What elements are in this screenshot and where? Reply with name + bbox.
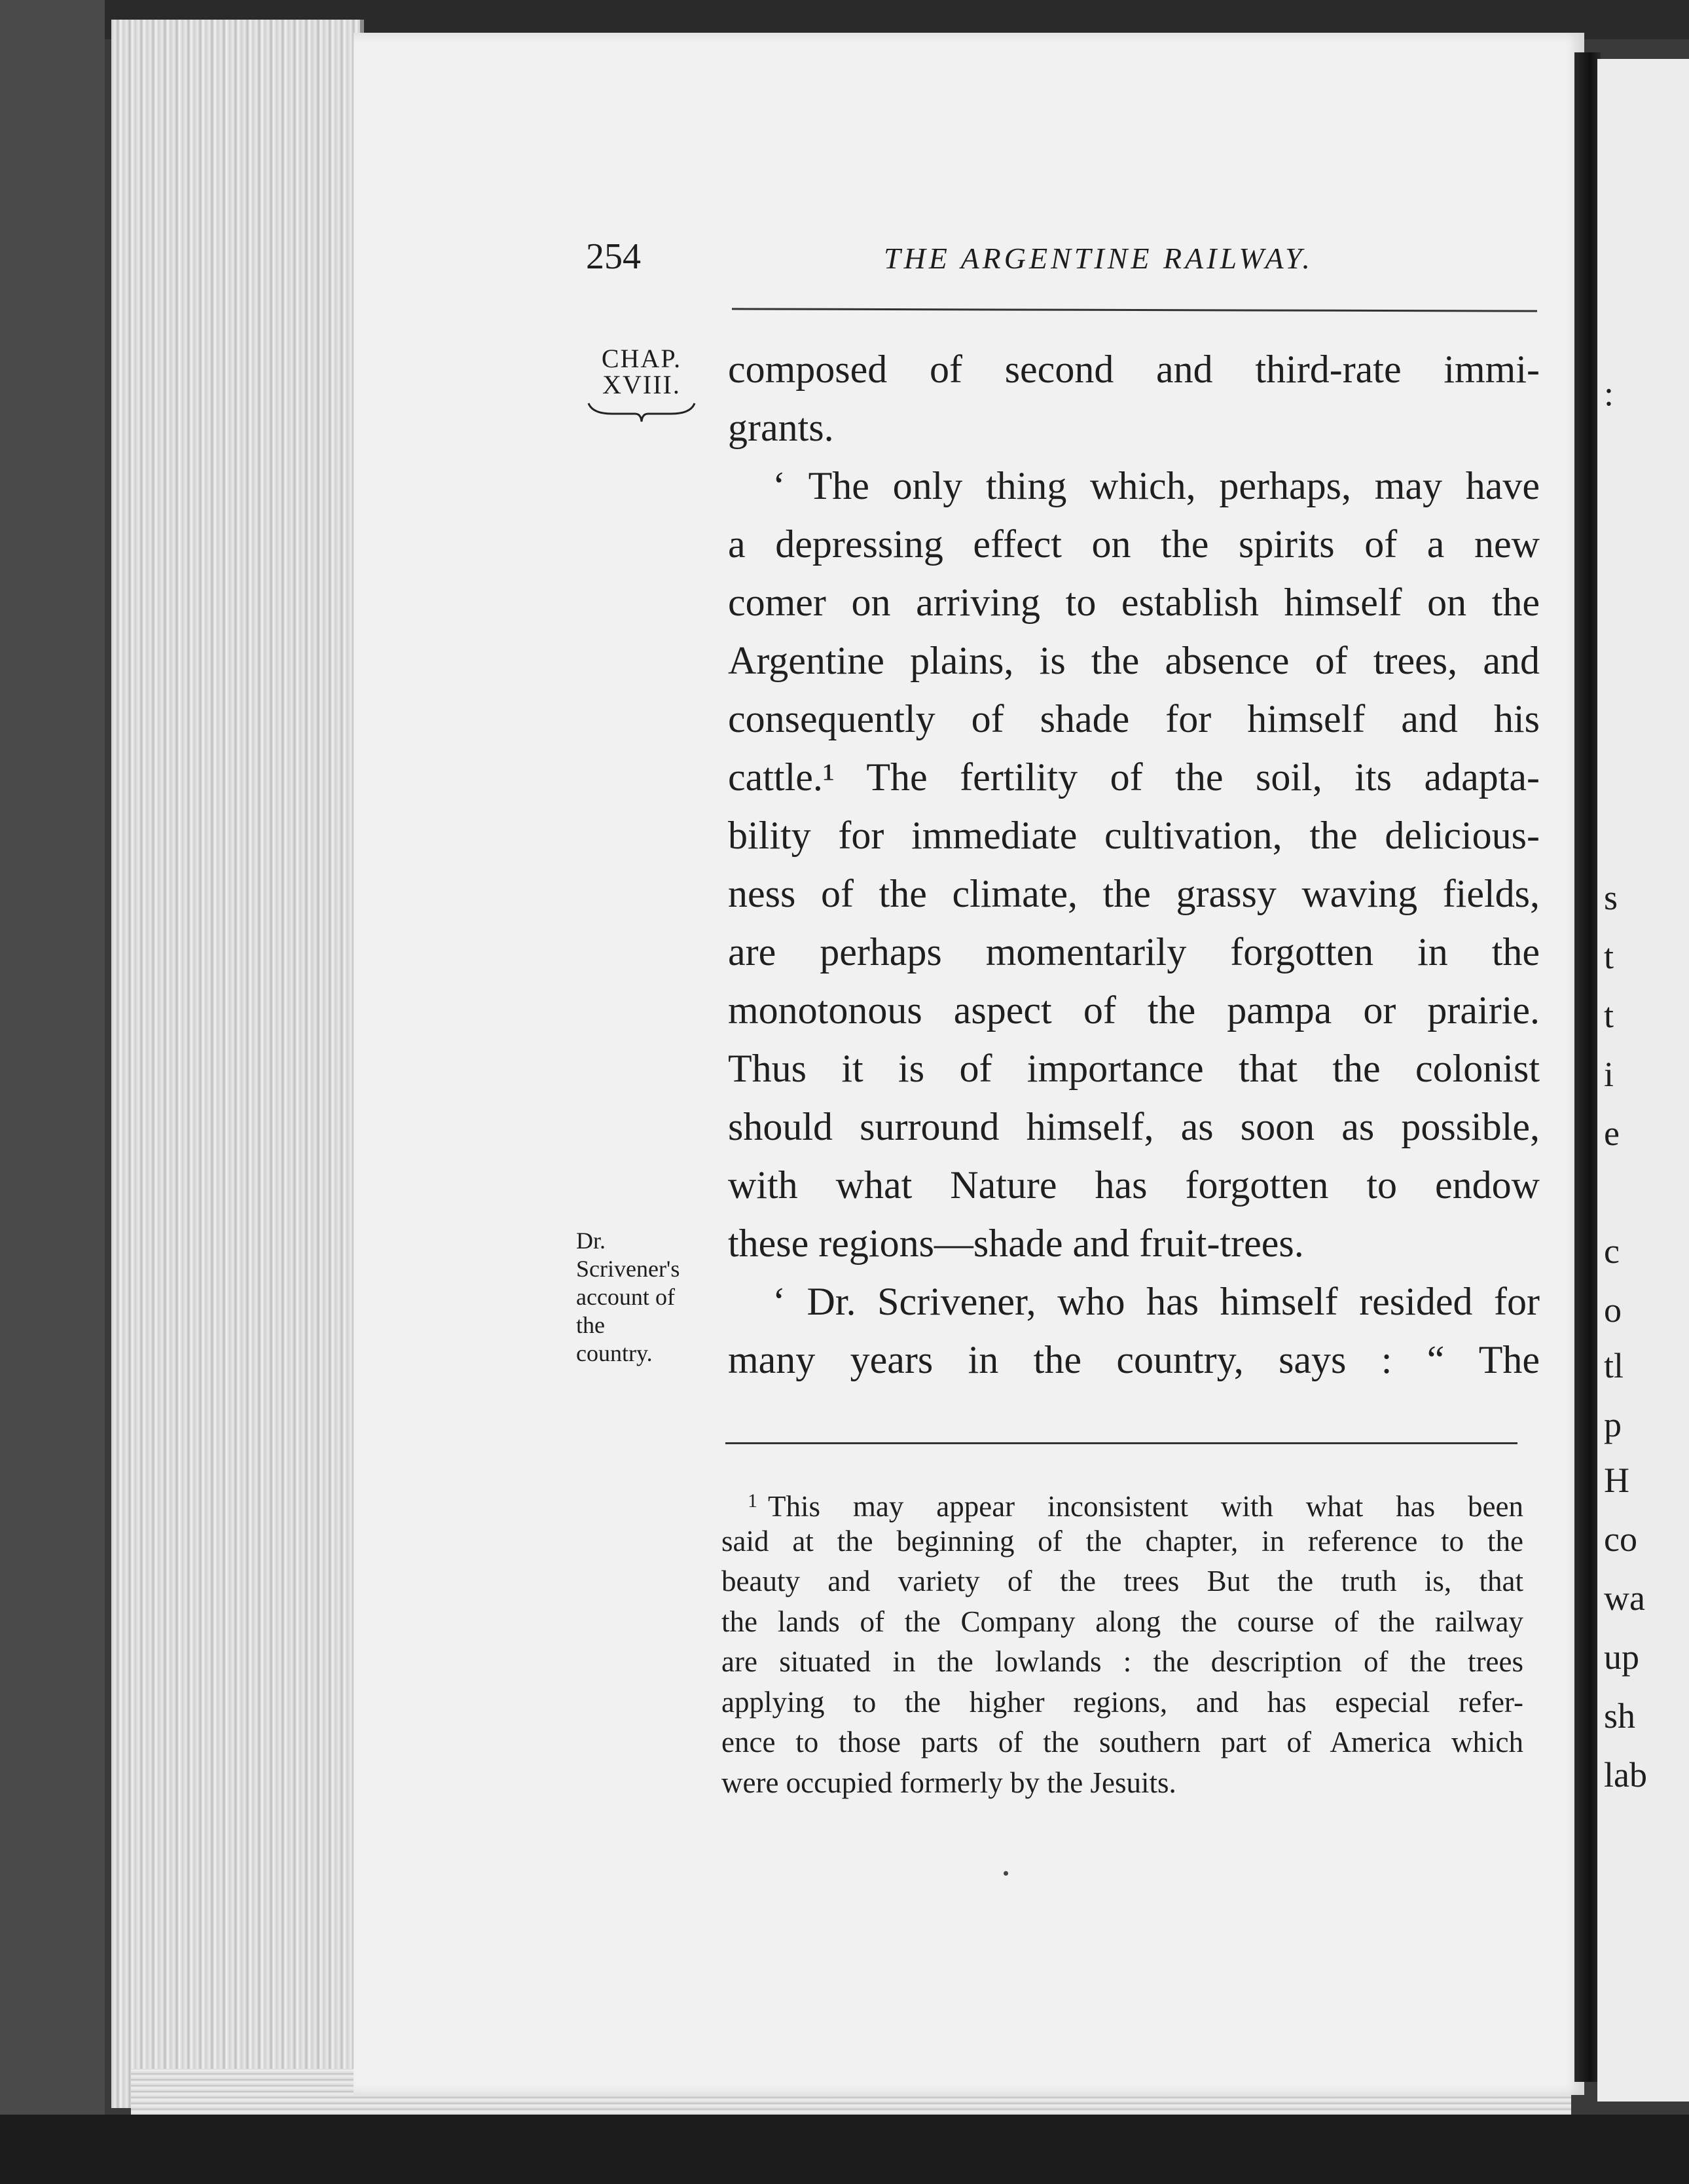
text-line: these regions—shade and fruit-trees. xyxy=(728,1222,1304,1265)
facing-page-text: c xyxy=(1604,1231,1620,1271)
text-line: comer on arriving to establish himself on the xyxy=(728,581,1540,624)
chapter-number: XVIII. xyxy=(602,370,681,399)
body-text xyxy=(728,340,1540,1389)
text-line: many years in the country, says : “ The xyxy=(728,1338,1540,1381)
footnote-line: are situated in the lowlands : the description of the trees xyxy=(721,1645,1523,1678)
marginal-note-line: country. xyxy=(576,1340,653,1366)
facing-page-text: sh xyxy=(1604,1696,1636,1736)
marginal-note-line: account of xyxy=(576,1284,675,1310)
book-page-edges xyxy=(111,20,364,2108)
marginal-note xyxy=(576,1227,707,1368)
text-line: with what Nature has forgotten to endow xyxy=(728,1163,1540,1207)
facing-page-text: tl xyxy=(1604,1346,1624,1385)
book-gutter xyxy=(1574,52,1601,2082)
footnote xyxy=(721,1481,1523,1803)
marginal-note-line: Scrivener's xyxy=(576,1256,680,1282)
footnote-line: beauty and variety of the trees But the truth is, that xyxy=(721,1565,1523,1597)
footnote-text: This may appear inconsistent with what has been xyxy=(768,1490,1523,1523)
facing-page-fragment xyxy=(1597,59,1689,2102)
footnote-marker: 1 xyxy=(748,1490,757,1512)
facing-page-text: o xyxy=(1604,1290,1622,1330)
facing-page-text: s xyxy=(1604,878,1618,917)
text-line: Thus it is of importance that the colonist xyxy=(728,1047,1540,1090)
facing-page-text: p xyxy=(1604,1405,1622,1444)
facing-page-text: up xyxy=(1604,1637,1639,1677)
text-line: bility for immediate cultivation, the delicious- xyxy=(728,814,1540,857)
text-line: ness of the climate, the grassy waving fields, xyxy=(728,872,1540,915)
footnote-rule xyxy=(725,1442,1517,1444)
print-mark xyxy=(1004,1871,1008,1876)
facing-page-text: t xyxy=(1604,937,1614,976)
facing-page-text: lab xyxy=(1604,1755,1647,1794)
marginal-note-line: Dr. xyxy=(576,1228,606,1254)
text-line: grants. xyxy=(728,406,834,449)
running-head xyxy=(586,236,1529,288)
text-line: monotonous aspect of the pampa or prairie. xyxy=(728,989,1540,1032)
facing-page-text: t xyxy=(1604,996,1614,1035)
facing-page-text: wa xyxy=(1604,1578,1645,1618)
chapter-label xyxy=(592,346,691,398)
footnote-line: ence to those parts of the southern part of America which xyxy=(721,1726,1523,1758)
marginal-note-line: the xyxy=(576,1312,605,1338)
text-line: ‘ Dr. Scrivener, who has himself resided for xyxy=(772,1280,1540,1323)
running-title: THE ARGENTINE RAILWAY. xyxy=(884,242,1313,275)
facing-page-text: co xyxy=(1604,1520,1637,1559)
facing-page-text: : xyxy=(1604,374,1614,413)
text-line: ‘ The only thing which, perhaps, may have xyxy=(772,464,1540,507)
footnote-line xyxy=(721,1481,1523,1521)
footnote-line: the lands of the Company along the course of the railway xyxy=(721,1605,1523,1638)
text-line: Argentine plains, is the absence of trees, and xyxy=(728,639,1540,682)
scan-border-left xyxy=(0,0,105,2184)
facing-page-text: i xyxy=(1604,1055,1614,1094)
chapter-label-line: CHAP. xyxy=(601,344,682,373)
facing-page-text: e xyxy=(1604,1114,1620,1153)
text-line: a depressing effect on the spirits of a new xyxy=(728,522,1540,566)
text-line: consequently of shade for himself and his xyxy=(728,697,1540,740)
footnote-line: said at the beginning of the chapter, in reference to the xyxy=(721,1524,1523,1557)
footnote-line: applying to the higher regions, and has especial refer- xyxy=(721,1685,1523,1719)
text-line: are perhaps momentarily forgotten in the xyxy=(728,930,1540,974)
text-line: composed of second and third-rate immi- xyxy=(728,348,1540,391)
text-line: cattle.¹ The fertility of the soil, its adapta- xyxy=(728,755,1540,799)
scan-border-bottom xyxy=(0,2115,1689,2184)
brace-ornament xyxy=(586,401,697,424)
facing-page-text: H xyxy=(1604,1461,1629,1500)
page-number: 254 xyxy=(586,236,641,277)
footnote-line: were occupied formerly by the Jesuits. xyxy=(721,1766,1176,1799)
text-line: should surround himself, as soon as possible, xyxy=(728,1105,1540,1148)
